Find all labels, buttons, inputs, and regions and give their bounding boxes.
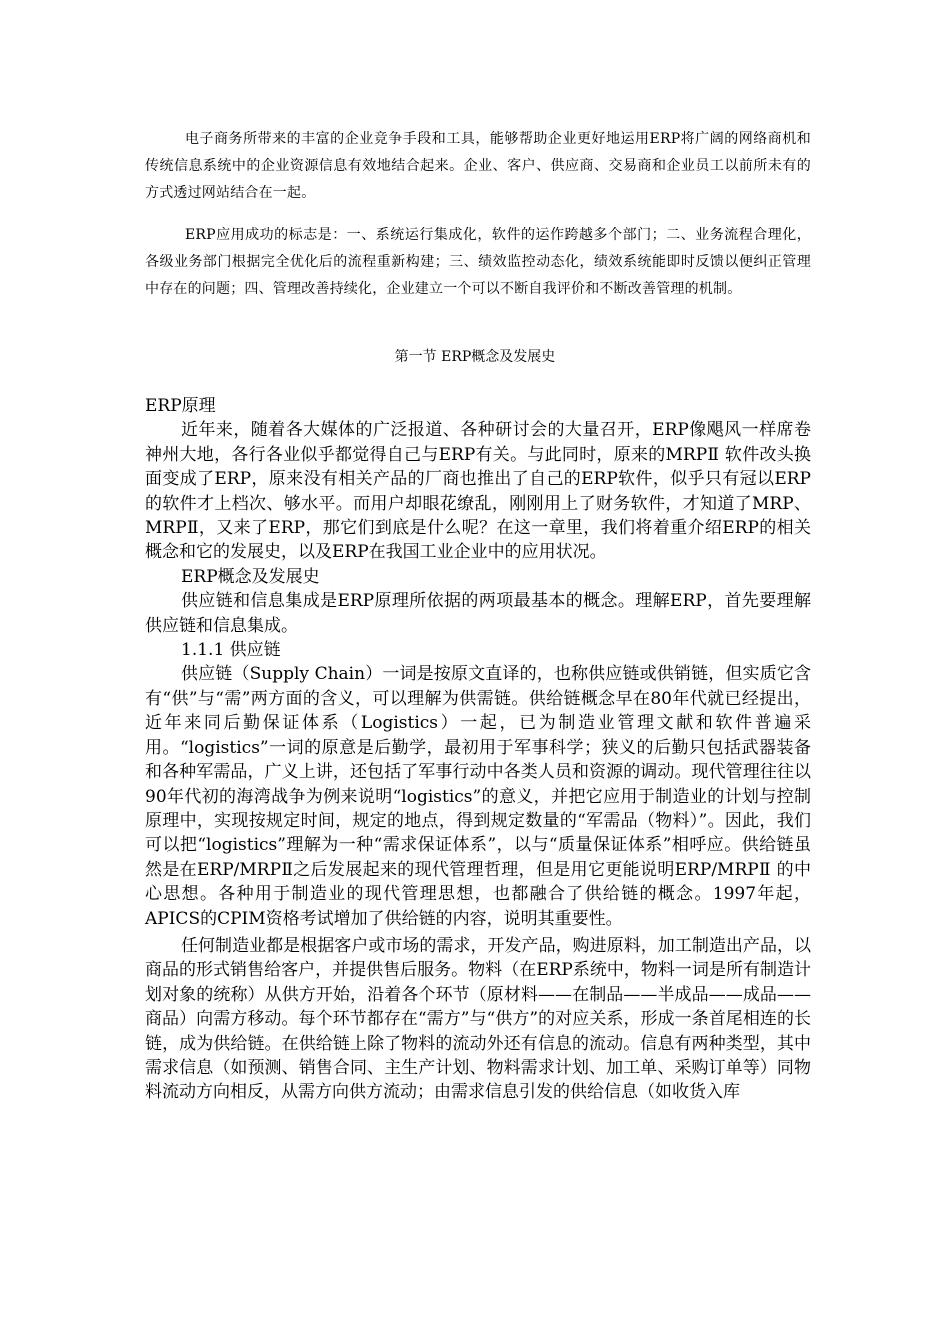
concept-heading: ERP概念及发展史 (181, 566, 320, 587)
supply-chain-paragraph: 供应链（Supply Chain）一词是按原文直译的，也称供应链或供销链，但实质它含有“供”与“需”两方面的含义，可以理解为供需链。供给链概念早在80年代就已经提出，近年来同后勤保证体系（Logistics）一起，已为制造业管理文献和软件普遍采用。“logistics”一词的原意是后勤学，最初用于军事科学；狭义的后勤只包括武器装备和各种军需品，广义上讲，还包括了军事行动中各类人员和资源的调动。现代管理往往以90年代初的海湾战争为例来说明“logistics”的意义，并把它应用于制造业的计划与控制原理中，实现按规定时间，规定的地点，得到规定数量的“军需品（物料）”。因此，我们可以把“logistics”理解为一种“需求保证体系”，以与“质量保证体系”相呼应。供给链虽然是在ERP/MRPⅡ之后发展起来的现代管理哲理，但是用它更能说明ERP/MRPⅡ 的中心思想。各种用于制造业的现代管理思想，也都融合了供给链的概念。1997年起，APICS的CPIM资格考试增加了供给链的内容，说明其重要性。 (145, 664, 811, 929)
intro-paragraph-2: ERP应用成功的标志是：一、系统运行集成化，软件的运作跨越多个部门；二、业务流程合理化，各级业务部门根据完全优化后的流程重新构建；三、绩效监控动态化，绩效系统能即时反馈以便纠正管理中存在的问题；四、管理改善持续化，企业建立一个可以不断自我评价和不断改善管理的机制。 (145, 227, 811, 297)
concept-paragraph: 供应链和信息集成是ERP原理所依据的两项最基本的概念。理解ERP，首先要理解供应链和信息集成。 (145, 591, 811, 636)
manufacturing-paragraph: 任何制造业都是根据客户或市场的需求，开发产品，购进原料，加工制造出产品，以商品的形式销售给客户，并提供售后服务。物料（在ERP系统中，物料一词是所有制造计划对象的统称）从供方开始，沿着各个环节（原材料——在制品——半成品——成品——商品）向需方移动。每个环节都存在“需方”与“供方”的对应关系，形成一条首尾相连的长链，成为供给链。在供给链上除了物料的流动外还有信息的流动。信息有两种类型，其中需求信息（如预测、销售合同、主生产计划、物料需求计划、加工单、采购订单等）同物料流动方向相反，从需方向供方流动；由需求信息引发的供给信息（如收货入库 (145, 935, 811, 1103)
main-body (145, 394, 811, 1105)
section-title: 第一节 ERP概念及发展史 (394, 349, 556, 365)
erp-principle-heading: ERP原理 (145, 396, 216, 416)
intro-paragraph-1: 电子商务所带来的丰富的企业竞争手段和工具，能够帮助企业更好地运用ERP将广阔的网络商机和传统信息系统中的企业资源信息有效地结合起来。企业、客户、供应商、交易商和企业员工以前所未有的方式透过网站结合在一起。 (145, 131, 811, 201)
subsection-heading: 1.1.1 供应链 (181, 640, 281, 661)
erp-intro-paragraph: 近年来，随着各大媒体的广泛报道、各种研讨会的大量召开，ERP像飓风一样席卷神州大地，各行各业似乎都觉得自己与ERP有关。与此同时，原来的MRPⅡ 软件改头换面变成了ERP，原来没有相关产品的厂商也推出了自己的ERP软件，似乎只有冠以ERP的软件才上档次、够水平。而用户却眼花缭乱，刚刚用上了财务软件，才知道了MRP、MRPⅡ，又来了ERP，那它们到底是什么呢？在这一章里，我们将着重介绍ERP的相关概念和它的发展史，以及ERP在我国工业企业中的应用状况。 (145, 420, 811, 563)
